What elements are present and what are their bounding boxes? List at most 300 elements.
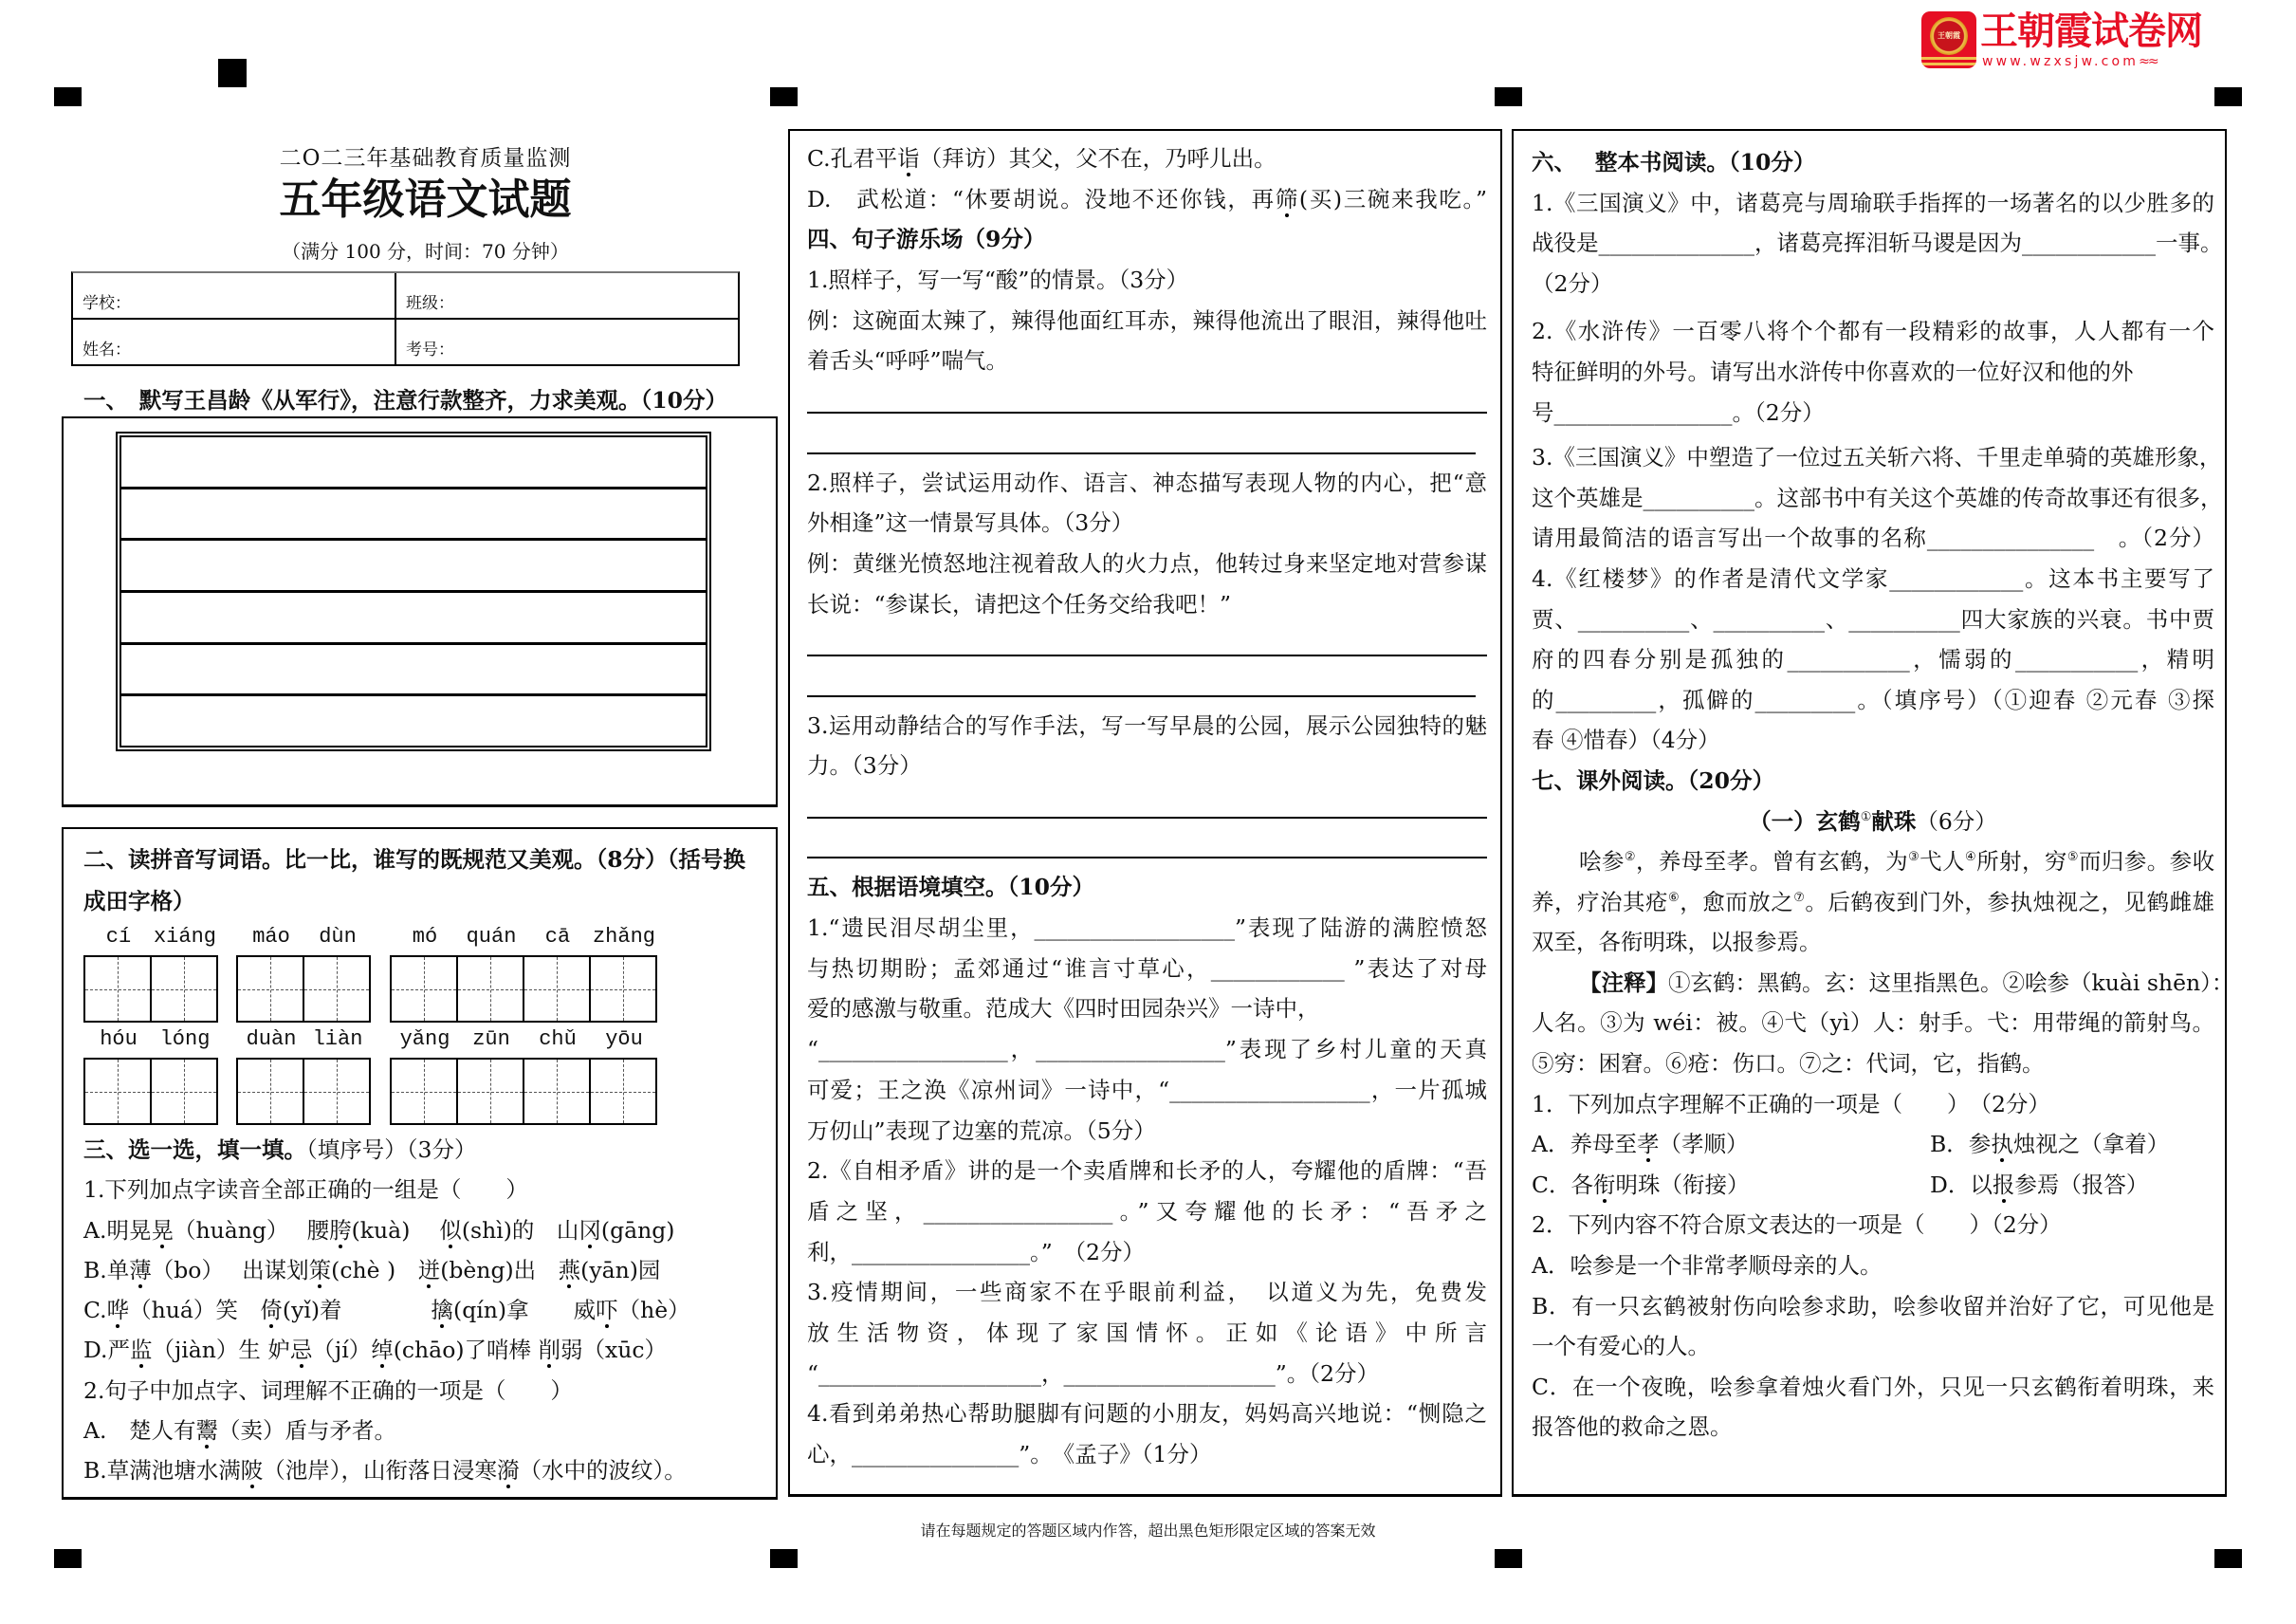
info-row [73, 320, 738, 364]
pinyin: cí [105, 925, 132, 949]
text-run: 养，疗治其疮 [1532, 888, 1669, 915]
option-b [83, 1450, 766, 1490]
annotation-text: 人名。③为 wéi：被。④弋（yì）人：射手。弋：用带绳的箭射鸟。 [1532, 1009, 2214, 1037]
footnote-marker: ② [1624, 850, 1636, 865]
registration-mark [2214, 1549, 2242, 1568]
fill-in-text [1532, 600, 2214, 640]
class-label: 班级： [406, 294, 454, 313]
fill-in-blank: __________ [1643, 484, 1754, 511]
text-run: (bèng)出 [440, 1256, 559, 1283]
text-run: 。” （2分） [1030, 1238, 1145, 1265]
option-d [83, 1330, 766, 1370]
text-run: 。（2分） [1732, 398, 1825, 426]
text-run: 、 [1689, 605, 1714, 633]
registration-mark [54, 1549, 82, 1568]
question-text: 1.照样子，写一写“酸”的情景。（3分） [807, 267, 1189, 294]
fill-in-blank: ___________ [2014, 646, 2139, 674]
emphasis-dot-char: 迸 [417, 1256, 441, 1283]
options-row [1532, 1124, 2214, 1165]
text-run: 号 [1532, 398, 1554, 426]
text-run: 而归参。参收 [2078, 848, 2215, 876]
column-3-box [1512, 129, 2234, 1497]
site-logo [1921, 11, 2215, 70]
text-run: (kuà) [351, 1216, 440, 1244]
text-run: ，诸葛亮挥泪斩马谡是因为 [1754, 230, 2022, 257]
passage-text [1532, 841, 2214, 882]
text-run: 四大家族的兴衰。书中贾 [1959, 605, 2215, 633]
poem-writing-grid [116, 432, 711, 751]
answer-line [807, 827, 1487, 868]
text-run: （池岸），山衔落日浸寒 [263, 1457, 497, 1485]
fill-in-text [807, 1434, 1487, 1475]
column-2-box [788, 129, 1502, 1497]
tianzige-cells [236, 1058, 371, 1125]
answer-line [807, 786, 1487, 827]
pinyin: zhǎng [592, 925, 655, 949]
emphasis-dot-char: 擒 [431, 1297, 454, 1324]
section-4-heading: 四、句子游乐场（9分） [807, 226, 1046, 253]
pinyin-row [83, 1025, 218, 1058]
pinyin: dùn [319, 925, 357, 949]
tianzige-cell [591, 957, 655, 1021]
text-run: 盾之坚， [807, 1197, 924, 1225]
tianzige-cells [390, 955, 657, 1023]
tianzige-cell [85, 957, 152, 1021]
registration-mark [770, 87, 798, 106]
emphasis-dot-char: 忌 [289, 1337, 313, 1364]
tianzige-cell [85, 1060, 152, 1123]
pinyin: yōu [605, 1027, 643, 1051]
text-run: （拜访）其父，父不在，乃呼儿出。 [919, 145, 1277, 172]
tianzige-cells [83, 955, 218, 1023]
school-field [73, 273, 396, 318]
option-c [1532, 1165, 1930, 1206]
question-text: 2.照样子，尝试运用动作、语言、神态描写表现人物的内心，把“意 [807, 469, 1487, 496]
fill-in-blank: _________________ [923, 1197, 1113, 1225]
tianzige-cell [152, 957, 216, 1021]
emphasis-dot-char: 削 [538, 1337, 560, 1364]
question-text: 3.《三国演义》中塑造了一位过五关斩六将、千里走单骑的英雄形象， [1532, 444, 2222, 471]
pinyin: cā [544, 925, 571, 949]
text-run: （水中的波纹）。 [519, 1457, 687, 1485]
answer-line [807, 624, 1487, 665]
option-c: C．在一个夜晚，哙参拿着烛火看门外，只见一只玄鹤衔着明珠，来 [1532, 1373, 2214, 1400]
emphasis-dot-char: 晃 [151, 1216, 174, 1244]
name-label: 姓名： [83, 341, 131, 360]
section-7-heading: 七、课外阅读。（20分） [1532, 766, 1774, 794]
section-2-heading: 二、读拼音写词语。比一比，谁写的既规范又美观。（8分）（括号换 [83, 846, 745, 873]
text-run: 与热切期盼；孟郊通过“谁言寸草心， [807, 954, 1211, 982]
emphasis-dot-char: 冈 [579, 1216, 601, 1244]
footnote-marker: ⑦ [1793, 890, 1806, 905]
text-run: A．养母至 [1532, 1131, 1637, 1158]
text-run: ①玄鹤：黑鹤。玄：这里指黑色。②哙参（kuài shēn）： [1668, 969, 2234, 996]
pinyin: duàn [246, 1027, 297, 1051]
registration-mark [1495, 87, 1522, 106]
question-text: 2．下列内容不符合原文表达的一项是（ ）（2分） [1532, 1211, 2062, 1239]
text-run: （huàng） 腰 [173, 1216, 330, 1244]
emphasis-dot-char: 胯 [329, 1216, 352, 1244]
pinyin-row [390, 923, 657, 955]
tianzige-cells [390, 1058, 657, 1125]
emphasis-dot-char: 策 [308, 1256, 332, 1283]
emphasis-dot-char: 孝 [1636, 1131, 1660, 1158]
fill-in-text: 4.看到弟弟热心帮助腿脚有问题的小朋友，妈妈高兴地说：“恻隐之 [807, 1400, 1487, 1428]
fill-in-text [1532, 518, 2214, 559]
pinyin: chǔ [539, 1027, 577, 1051]
question-text: 外相逢”这一情景写具体。（3分） [807, 509, 1134, 537]
text-run: (qín)拿 威 [453, 1297, 597, 1324]
tianzige-cell [304, 1060, 369, 1123]
text-run: (chè ) [331, 1256, 418, 1283]
logo-stripe [1921, 57, 1976, 60]
text-run: ，愈而放之 [1680, 888, 1794, 915]
pinyin-row [83, 923, 218, 955]
text-run: ，一片孤城 [1369, 1076, 1488, 1103]
text-run: 1.“遗民泪尽胡尘里， [807, 914, 1035, 942]
text-run: D．以 [1930, 1171, 1993, 1198]
pinyin-row [236, 923, 371, 955]
pinyin: xiáng [153, 925, 216, 949]
tianzige-cell [392, 957, 458, 1021]
emphasis-dot-char: 鬻 [195, 1417, 218, 1445]
tianzige-group [236, 1025, 371, 1125]
text-run: 明珠（衔接） [1615, 1171, 1750, 1198]
fill-in-text [807, 1191, 1487, 1232]
tianzige-cell [458, 1060, 524, 1123]
registration-mark [218, 59, 247, 87]
bold-text-run: 献珠 [1871, 807, 1917, 835]
section-3 [83, 1130, 766, 1491]
section-1-heading: 一、 默写王昌龄《从军行》，注意行款整齐，力求美观。（10分） [83, 387, 727, 414]
question-text: 2.《水浒传》一百零八将个个都有一段精彩的故事，人人都有一个 [1532, 318, 2214, 345]
registration-mark [2214, 87, 2242, 106]
fill-in-blank: _______________ [852, 1441, 1019, 1467]
fill-in-blank: _______________ [1926, 525, 2095, 552]
fill-in-blank: _________________ [1036, 1036, 1225, 1063]
logo-name: 王朝霞试卷网 [1980, 9, 2202, 53]
tianzige-group [390, 923, 657, 1023]
fill-in-text [1532, 393, 2214, 434]
pinyin: mó [412, 925, 438, 949]
tianzige-cells [83, 1058, 218, 1125]
text-run: （bo） 出谋划 [151, 1256, 309, 1283]
emphasis-dot-char: 似 [439, 1216, 462, 1244]
text-run: 所射，穷 [1976, 848, 2067, 876]
writing-line [121, 590, 706, 642]
text-run: 烛视之（拿着） [2012, 1131, 2170, 1158]
logo-emblem-text: 王朝霞 [1930, 17, 1968, 55]
pinyin: lóng [159, 1027, 211, 1051]
question-text: 1.下列加点字读音全部正确的一组是（ ） [83, 1176, 528, 1204]
tianzige-cell [524, 957, 591, 1021]
fill-in-text: 2.《自相矛盾》讲的是一个卖盾牌和长矛的人，夸耀他的盾牌：“吾 [807, 1157, 1487, 1185]
logo-url-text: www.wzxsjw.com [1982, 54, 2140, 69]
passage-text [1532, 882, 2214, 923]
option-a: A．哙参是一个非常孝顺母亲的人。 [1532, 1252, 1883, 1280]
logo-wave-icon: ≈≈ [2139, 54, 2158, 69]
question-text: 2.句子中加点字、词理解不正确的一项是（ ） [83, 1376, 573, 1404]
fill-in-text [1532, 559, 2214, 600]
option-a [83, 1411, 766, 1450]
footnote-marker: ③ [1908, 850, 1920, 865]
text-run: 一事。 [2156, 230, 2223, 257]
text-run: (买)三碗来我吃。” [1298, 185, 1487, 212]
option-a [1532, 1124, 1930, 1165]
tianzige-cell [458, 957, 524, 1021]
section-2-heading-cont: 成田字格） [83, 888, 195, 914]
fill-in-blank: __________ [1577, 605, 1690, 633]
fill-in-text: 爱的感激与敬重。范成大《四时田园杂兴》一诗中， [807, 995, 1320, 1023]
text-run: (gāng) [600, 1216, 675, 1244]
text-run: （填序号）（3分） [306, 1136, 477, 1163]
fill-in-blank: _________ [1555, 686, 1657, 713]
tianzige-cell [238, 957, 304, 1021]
text-run: C. [83, 1297, 107, 1324]
bold-text-run: （一）玄鹤 [1749, 807, 1861, 835]
footnote-marker: ⑥ [1668, 890, 1681, 905]
emphasis-dot-char: 报 [1992, 1171, 2015, 1198]
registration-mark [1495, 1549, 1522, 1568]
exam-number-label: 考号： [406, 341, 454, 360]
writing-line [121, 538, 706, 590]
pinyin-row [236, 1025, 371, 1058]
logo-emblem-icon [1921, 11, 1976, 68]
option-d [1930, 1165, 2296, 1206]
fill-in-text: 放生活物资，体现了家国情怀。正如《论语》中所言 [807, 1319, 1487, 1346]
text-run: 。这本书主要写了 [2023, 564, 2215, 592]
text-run: B.单 [83, 1256, 130, 1283]
tianzige-cell [238, 1060, 304, 1123]
tianzige-group [83, 923, 218, 1023]
emphasis-dot-char: 哗 [106, 1297, 130, 1324]
text-run: 哙参 [1579, 848, 1625, 876]
text-run: A. 楚人有 [83, 1417, 196, 1445]
fill-in-blank: ____________ [1889, 564, 2024, 592]
writing-line [121, 693, 706, 746]
emphasis-dot-char: 监 [129, 1337, 153, 1364]
fill-in-blank: ___________ [1787, 646, 1910, 674]
text-run: 参焉（报答） [2014, 1171, 2149, 1198]
fill-in-blank: ___________________ [1063, 1359, 1276, 1387]
registration-mark [770, 1549, 798, 1568]
fill-in-blank: ____________ [1210, 954, 1345, 982]
fill-in-blank: __________ [1848, 605, 1960, 633]
text-run: “ [807, 1359, 819, 1387]
text-run: ，懦弱的 [1909, 646, 2015, 674]
text-run: D. 武松道：“休要胡说。没地不还你钱，再 [807, 185, 1276, 212]
question-text: 力。（3分） [807, 752, 922, 780]
text-run: B．参 [1930, 1131, 1992, 1158]
text-run: 可爱；王之涣《凉州词》一诗中，“ [807, 1076, 1170, 1103]
text-run: 这个英雄是 [1532, 484, 1644, 511]
footnote-marker: ⑤ [2066, 850, 2079, 865]
passage-text: 双至，各衔明珠，以报参焉。 [1532, 929, 1822, 956]
tianzige-cell [591, 1060, 655, 1123]
fill-in-blank: ________________ [852, 1238, 1030, 1265]
pinyin: quán [466, 925, 517, 949]
writing-line [121, 437, 706, 487]
tianzige-cells [236, 955, 371, 1023]
fill-in-text: 春 ④惜春）（4分） [1532, 727, 1720, 754]
question-text: 1.《三国演义》中，诸葛亮与周瑜联手指挥的一场著名的以少胜多的 [1532, 189, 2214, 216]
text-run: 心， [807, 1441, 852, 1467]
logo-stripe [1921, 63, 1976, 65]
text-run: (yǐ)着 [282, 1297, 432, 1324]
fill-in-blank: __________ [1713, 605, 1826, 633]
text-run: 利， [807, 1238, 852, 1265]
text-run: （hè） [617, 1297, 690, 1324]
text-run: 战役是 [1532, 230, 1599, 257]
text-run: C.孔君平 [807, 145, 898, 172]
pinyin: hóu [100, 1027, 138, 1051]
example-text: 例：这碗面太辣了，辣得他面红耳赤，辣得他流出了眼泪，辣得他吐 [807, 306, 1487, 334]
pinyin: zūn [472, 1027, 510, 1051]
answer-area-notice: 请在每题规定的答题区域内作答，超出黑色矩形限定区域的答案无效 [920, 1522, 1376, 1540]
options-row [1532, 1165, 2214, 1206]
score-text: （2分） [1532, 269, 1613, 297]
fill-in-blank: __________________ [1034, 914, 1236, 942]
registration-mark [54, 87, 82, 106]
fill-in-text [1532, 680, 2214, 721]
emphasis-dot-char: 陂 [240, 1457, 264, 1485]
fill-in-text [807, 1070, 1487, 1111]
passage-title [1532, 802, 2214, 842]
text-run: B.草满池塘水满 [83, 1457, 241, 1485]
tianzige-cell [152, 1060, 216, 1123]
emphasis-dot-char: 执 [1991, 1131, 2013, 1158]
text-run: ”。（2分） [1275, 1359, 1379, 1387]
tianzige-cell [392, 1060, 458, 1123]
school-label: 学校： [83, 294, 131, 313]
fill-in-blank: ____________________ [818, 1359, 1042, 1387]
tianzige-group [390, 1025, 657, 1125]
text-run: ， [1007, 1036, 1037, 1063]
example-text: 例：黄继光愤怒地注视着敌人的火力点，他转过身来坚定地对营参谋 [807, 549, 1487, 577]
writing-line [121, 487, 706, 539]
tianzige-cell [524, 1060, 591, 1123]
text-run: 弋人 [1919, 848, 1966, 876]
option-b: B．有一只玄鹤被射伤向哙参求助，哙参收留并治好了它，可见他是 [1532, 1292, 2214, 1320]
text-run: (chāo)了哨棒 [393, 1337, 539, 1364]
text-run: （huá）笑 [129, 1297, 261, 1324]
text-run: ，精明 [2138, 646, 2215, 674]
section-3-heading [83, 1130, 766, 1170]
exam-number-field [396, 320, 738, 364]
text-run: 4.《红楼梦》的作者是清代文学家 [1532, 564, 1890, 592]
fill-in-text: 万仞山”表现了边塞的荒凉。（5分） [807, 1116, 1156, 1144]
emphasis-dot-char: 薄 [129, 1256, 152, 1283]
text-run: ，孤僻的 [1656, 686, 1755, 713]
info-row [73, 273, 738, 320]
name-field [73, 320, 396, 364]
text-run: 弱（xūc） [560, 1337, 668, 1364]
emphasis-dot-char: 诣 [897, 145, 920, 172]
emphasis-dot-char: 吓 [596, 1297, 618, 1324]
answer-line [807, 422, 1487, 463]
class-field [396, 273, 738, 318]
question-text: 1．下列加点字理解不正确的一项是（ ） （2分） [1532, 1090, 2050, 1117]
fill-in-blank: ________________ [1553, 398, 1733, 426]
question-text: 特征鲜明的外号。请写出水浒传中你喜欢的一位好汉和他的外 [1532, 358, 2134, 385]
text-run: 、 [1825, 605, 1849, 633]
option-d [807, 179, 1487, 220]
text-run: 。”又夸耀他的长矛：“吾矛之 [1112, 1197, 1488, 1225]
fill-in-text [807, 1354, 1487, 1394]
pinyin: máo [252, 925, 290, 949]
option-c-cont: 报答他的救命之恩。 [1532, 1413, 1733, 1441]
emphasis-dot-char: 倚 [260, 1297, 283, 1324]
emphasis-dot-char: 漪 [497, 1457, 520, 1485]
pinyin-row [390, 1025, 657, 1058]
pinyin: yǎng [399, 1027, 450, 1051]
student-info-table [71, 271, 740, 366]
fill-in-text [807, 1029, 1487, 1070]
answer-line [807, 381, 1487, 422]
text-run: 。后鹤夜到门外，参执烛视之，见鹤雌雄 [1805, 888, 2215, 915]
tianzige-group [236, 923, 371, 1023]
text-run: 。这部书中有关这个英雄的传奇故事还有很多， [1754, 484, 2223, 511]
option-c [807, 138, 1487, 179]
text-run: A.明晃 [83, 1216, 152, 1244]
text-run: ”。 《孟子》（1分） [1019, 1441, 1212, 1467]
text-run: （卖）盾与矛者。 [217, 1417, 396, 1445]
example-text: 着舌头“呼呼”喘气。 [807, 347, 1009, 375]
footnote-marker: ④ [1965, 850, 1977, 865]
text-run: 府的四春分别是孤独的 [1532, 646, 1788, 674]
fill-in-blank: _________________ [818, 1036, 1008, 1063]
text-run: （孝顺） [1659, 1131, 1749, 1158]
fill-in-text: 3.疫情期间，一些商家不在乎眼前利益， 以道义为先，免费发 [807, 1279, 1487, 1306]
text-run: （jiàn）生 妒 [152, 1337, 290, 1364]
section-5-heading: 五、根据语境填空。（10分） [807, 874, 1094, 901]
text-run: ”表达了对母 [1344, 954, 1488, 982]
fill-in-blank: __________________ [1169, 1076, 1370, 1103]
text-run: D.严 [83, 1337, 130, 1364]
text-run: 贾、 [1532, 605, 1578, 633]
emphasis-dot-char: 绰 [371, 1337, 394, 1364]
text-run: ”表现了陆游的满腔愤怒 [1235, 914, 1488, 942]
pinyin: liàn [312, 1027, 363, 1051]
emphasis-dot-char: 衔 [1592, 1171, 1616, 1198]
writing-line [121, 642, 706, 694]
fill-in-text [807, 1232, 1487, 1273]
exam-subtitle: （满分 100 分，时间：70 分钟） [282, 240, 569, 263]
question-text: 3.运用动静结合的写作手法，写一写早晨的公园，展示公园独特的魅 [807, 711, 1487, 739]
fill-in-blank: ______________ [1598, 230, 1754, 257]
text-run: 。（2分） [2094, 525, 2215, 552]
bold-text-run: 三、选一选，填一填。 [83, 1136, 306, 1163]
text-run: ， [1041, 1359, 1064, 1387]
annotation-text [1532, 963, 2234, 1004]
fill-in-text [807, 949, 1487, 989]
bold-text-run: 【注释】 [1579, 969, 1668, 996]
fill-in-blank: ____________ [2022, 230, 2156, 257]
section-6-heading: 六、 整本书阅读。（10分） [1532, 149, 1816, 175]
tianzige-cell [304, 957, 369, 1021]
option-a [83, 1210, 766, 1250]
annotation-text: ⑤穷：困窘。⑥疮：伤口。⑦之：代词，它，指鹤。 [1532, 1050, 2045, 1078]
text-run: 的 [1532, 686, 1556, 713]
fill-in-text [807, 908, 1487, 949]
text-run: 。（填序号）（①迎春 ②元春 ③探 [1855, 686, 2214, 713]
fill-in-text [1532, 478, 2223, 519]
fill-in-text [1532, 639, 2214, 680]
option-b [1930, 1124, 2296, 1165]
emphasis-dot-char: 筛 [1275, 185, 1299, 212]
text-run: ，养母至孝。曾有玄鹤，为 [1635, 848, 1909, 876]
example-text: 长说：“参谋长，请把这个任务交给我吧！” [807, 590, 1232, 618]
